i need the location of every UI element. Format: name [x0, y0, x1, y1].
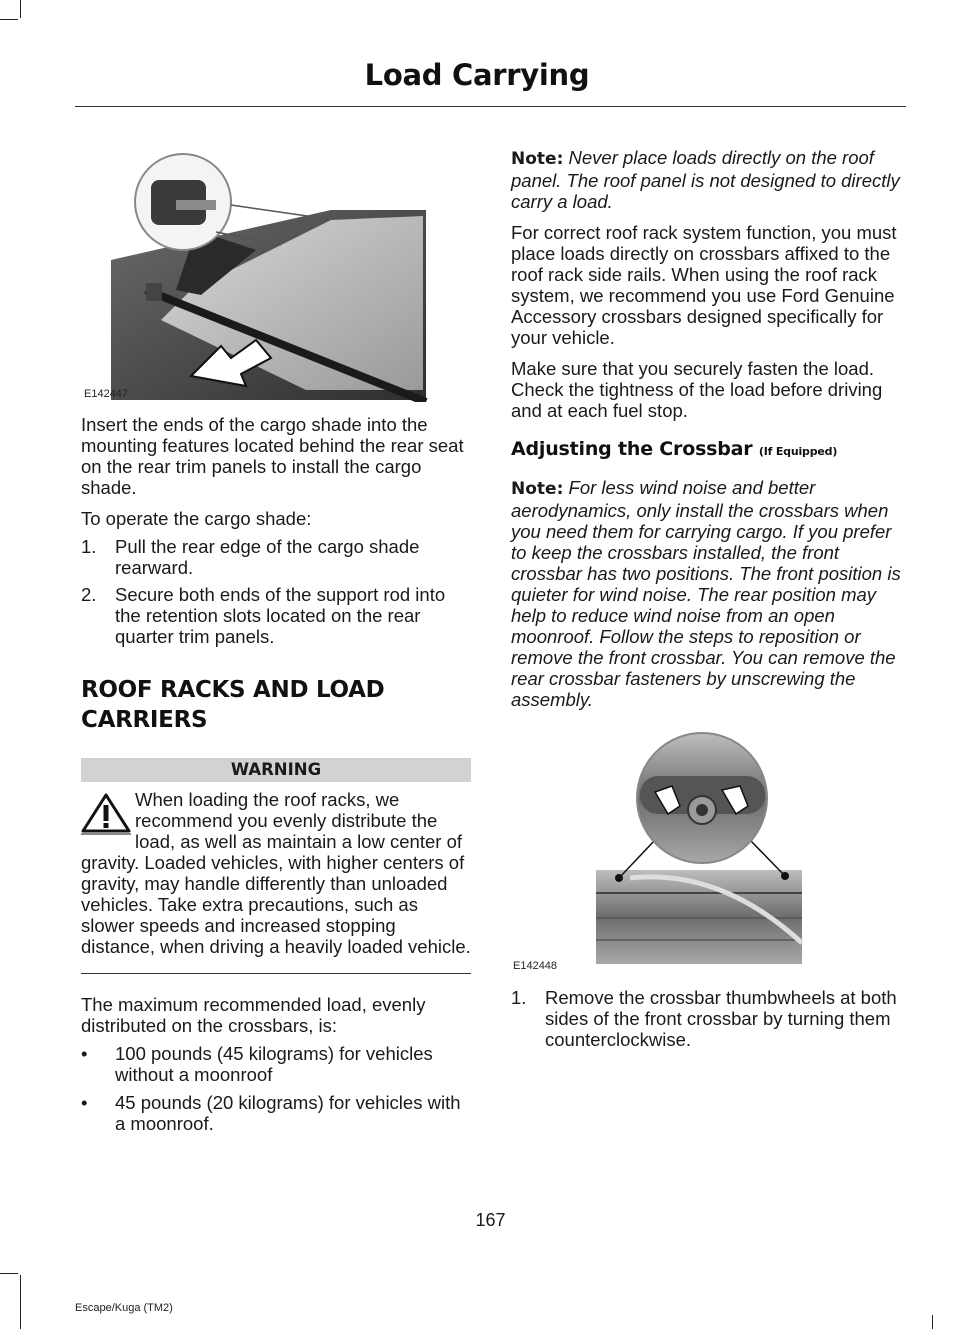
step-number: 1. [511, 987, 527, 1008]
figure-id: E142448 [513, 960, 558, 972]
fasten-paragraph: Make sure that you securely fasten the load. Check the tightness of the load before driving and at each fuel stop. [511, 358, 883, 421]
list-item [81, 584, 471, 647]
crossbar-steps [511, 987, 901, 1050]
crop-mark [20, 0, 21, 18]
step-number: 2. [81, 584, 97, 605]
warning-divider [81, 973, 471, 974]
right-column [511, 147, 901, 710]
load-limits-list [81, 1043, 471, 1134]
step-text: Remove the crossbar thumbwheels at both sides of the front crossbar by turning them counterclockwise. [545, 987, 897, 1050]
note-text: For less wind noise and better aerodynamics, only install the crossbars when you need them for carrying cargo. If you prefer to keep the crossbars installed, the front crossbar has two positions. The front position is quieter for wind noise. The rear position may help to reduce wind noise from an open moonroof. Follow the steps to reposition or remove the front crossbar. You can remove the rear crossbar fasteners by unscrewing the assembly. [511, 477, 901, 710]
list-item [81, 1092, 471, 1134]
warning-banner: WARNING [81, 758, 471, 782]
page-number: 167 [475, 1210, 506, 1230]
crop-mark [0, 1273, 18, 1274]
section-heading: ROOF RACKS AND LOAD CARRIERS [81, 677, 385, 733]
cargo-shade-drawing [81, 150, 431, 402]
max-load-paragraph: The maximum recommended load, evenly distributed on the crossbars, is: [81, 994, 426, 1036]
roof-rack-paragraph: For correct roof rack system function, you must place loads directly on crossbars affixed to the roof rack side rails. When using the roof rack system, we recommend you use Ford Genuine Accessory crossbars designed specifically for your vehicle. [511, 222, 897, 348]
left-column [81, 414, 471, 1134]
crossbar-drawing [590, 728, 810, 968]
crop-mark [932, 1315, 933, 1329]
crop-mark [0, 19, 18, 20]
bullet-text: 45 pounds (20 kilograms) for vehicles with a moonroof. [115, 1092, 461, 1134]
title-rule [75, 106, 906, 107]
step-text: Pull the rear edge of the cargo shade rearward. [115, 536, 420, 578]
bullet: • [81, 1043, 88, 1064]
figure-id: E142447 [84, 388, 129, 400]
note-label: Note: [511, 149, 564, 169]
subsection-heading [511, 438, 901, 460]
crossbar-illustration [590, 728, 810, 968]
bullet: • [81, 1092, 88, 1113]
list-item [81, 536, 471, 578]
step-text: Secure both ends of the support rod into the retention slots located on the rear quarter trim panels. [115, 584, 446, 647]
cargo-shade-steps [81, 536, 471, 647]
cargo-shade-illustration [81, 150, 431, 402]
crop-mark [20, 1275, 21, 1329]
warning-triangle-icon [81, 793, 131, 835]
crossbar-note [511, 477, 901, 710]
subsection-qualifier: (If Equipped) [758, 445, 838, 458]
list-item [511, 987, 901, 1050]
bullet-text: 100 pounds (45 kilograms) for vehicles without a moonroof [115, 1043, 433, 1085]
page-title: Load Carrying [364, 58, 590, 92]
warning-box [81, 789, 471, 957]
roof-note [511, 147, 901, 212]
note-label: Note: [511, 479, 564, 499]
note-text: Never place loads directly on the roof panel. The roof panel is not designed to directly carry a load. [511, 147, 900, 212]
step-number: 1. [81, 536, 97, 557]
install-paragraph: Insert the ends of the cargo shade into the mounting features located behind the rear seat on the rear trim panels to install the cargo shade. [81, 414, 464, 498]
operate-intro: To operate the cargo shade: [81, 508, 312, 529]
subsection-title: Adjusting the Crossbar [511, 438, 753, 460]
list-item [81, 1043, 471, 1085]
footer-model: Escape/Kuga (TM2) [75, 1302, 173, 1314]
warning-text: When loading the roof racks, we recommend you evenly distribute the load, as well as maintain a low center of gravity. Loaded vehicles, with higher centers of gravity, may handle differently than unloaded vehicles. Take extra precautions, such as slower speeds and increased stopping distance, when driving a heavily loaded vehicle. [81, 789, 471, 957]
